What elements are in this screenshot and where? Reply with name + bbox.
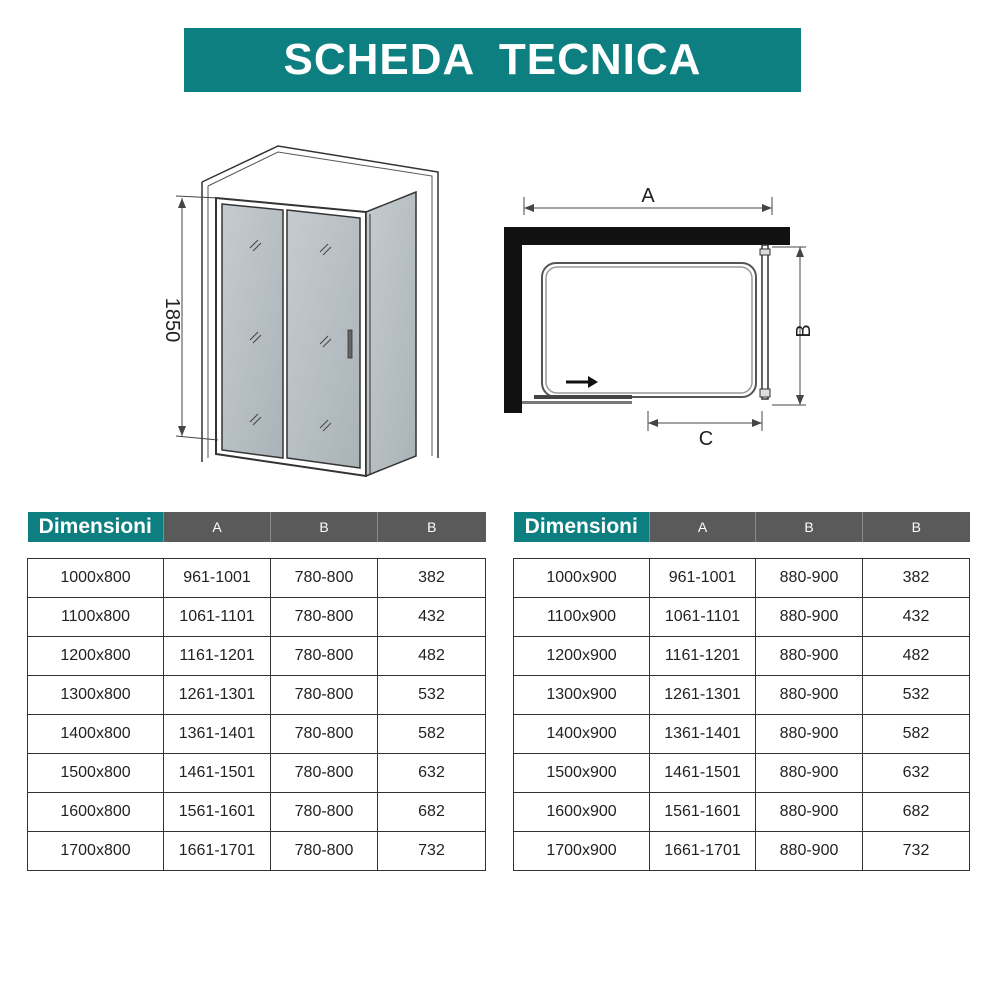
cell-b2: 582 [378,715,486,754]
cell-a: 1361-1401 [650,715,756,754]
table-row [28,754,486,793]
cell-b2: 532 [378,676,486,715]
cell-dimensioni: 1600x800 [28,793,164,832]
cell-b: 880-900 [756,832,863,871]
table-header-row [28,512,486,542]
cell-a: 961-1001 [164,559,271,598]
cell-b: 880-900 [756,754,863,793]
cell-a: 1061-1101 [650,598,756,637]
header-a: A [164,512,271,542]
cell-b2: 382 [378,559,486,598]
cell-dimensioni: 1700x800 [28,832,164,871]
title-banner [184,28,801,92]
shower-plan-drawing [490,175,830,460]
cell-dimensioni: 1200x800 [28,637,164,676]
table-row [28,676,486,715]
cell-a: 1061-1101 [164,598,271,637]
cell-b: 780-800 [271,676,378,715]
spec-table-900 [513,512,970,871]
cell-b2: 432 [863,598,970,637]
cell-b: 780-800 [271,598,378,637]
cell-a: 1361-1401 [164,715,271,754]
cell-a: 1461-1501 [164,754,271,793]
table-row [28,793,486,832]
cell-a: 1261-1301 [650,676,756,715]
cell-b2: 532 [863,676,970,715]
cell-dimensioni: 1000x800 [28,559,164,598]
cell-a: 1561-1601 [164,793,271,832]
header-dimensioni: Dimensioni [514,512,650,542]
cell-a: 961-1001 [650,559,756,598]
table-row [514,754,970,793]
cell-b: 880-900 [756,793,863,832]
cell-a: 1461-1501 [650,754,756,793]
table-row [28,598,486,637]
cell-dimensioni: 1300x800 [28,676,164,715]
cell-b2: 482 [378,637,486,676]
cell-b2: 482 [863,637,970,676]
cell-dimensioni: 1200x900 [514,637,650,676]
table-row [514,793,970,832]
cell-b2: 682 [378,793,486,832]
table-row [28,832,486,871]
cell-b2: 582 [863,715,970,754]
cell-dimensioni: 1100x900 [514,598,650,637]
cell-dimensioni: 1500x900 [514,754,650,793]
cell-a: 1161-1201 [164,637,271,676]
table-row [514,715,970,754]
header-b2: B [378,512,486,542]
cell-dimensioni: 1400x800 [28,715,164,754]
cell-b2: 432 [378,598,486,637]
cell-b: 880-900 [756,676,863,715]
cell-b: 780-800 [271,754,378,793]
cell-b: 880-900 [756,559,863,598]
height-label: 1850 [161,297,183,343]
cell-a: 1661-1701 [650,832,756,871]
header-b2: B [863,512,970,542]
header-b: B [756,512,863,542]
cell-b: 780-800 [271,715,378,754]
cell-b: 780-800 [271,832,378,871]
dimension-c-label: C [698,428,714,450]
cell-a: 1561-1601 [650,793,756,832]
cell-dimensioni: 1300x900 [514,676,650,715]
cell-b: 780-800 [271,637,378,676]
cell-b2: 632 [378,754,486,793]
dimension-a-label: A [641,185,655,207]
cell-a: 1161-1201 [650,637,756,676]
cell-b: 880-900 [756,598,863,637]
cell-dimensioni: 1700x900 [514,832,650,871]
cell-b: 880-900 [756,715,863,754]
dimension-b-label: B [793,324,815,338]
table-row [514,676,970,715]
header-a: A [650,512,756,542]
cell-b: 780-800 [271,793,378,832]
table-row [28,715,486,754]
cell-b: 780-800 [271,559,378,598]
cell-b2: 382 [863,559,970,598]
table-row [514,598,970,637]
cell-b2: 732 [378,832,486,871]
header-b: B [271,512,378,542]
page-title: SCHEDA TECNICA [283,35,702,84]
cell-b: 880-900 [756,637,863,676]
cell-b2: 632 [863,754,970,793]
cell-dimensioni: 1600x900 [514,793,650,832]
table-row [28,637,486,676]
cell-a: 1261-1301 [164,676,271,715]
cell-dimensioni: 1400x900 [514,715,650,754]
table-row [28,559,486,598]
cell-dimensioni: 1000x900 [514,559,650,598]
cell-b2: 682 [863,793,970,832]
table-row [514,559,970,598]
cell-dimensioni: 1500x800 [28,754,164,793]
cell-b2: 732 [863,832,970,871]
header-dimensioni: Dimensioni [28,512,164,542]
table-header-row [514,512,970,542]
table-row [514,637,970,676]
table-row [514,832,970,871]
cell-dimensioni: 1100x800 [28,598,164,637]
spec-table-800 [27,512,486,871]
cell-a: 1661-1701 [164,832,271,871]
shower-3d-drawing [140,140,450,490]
